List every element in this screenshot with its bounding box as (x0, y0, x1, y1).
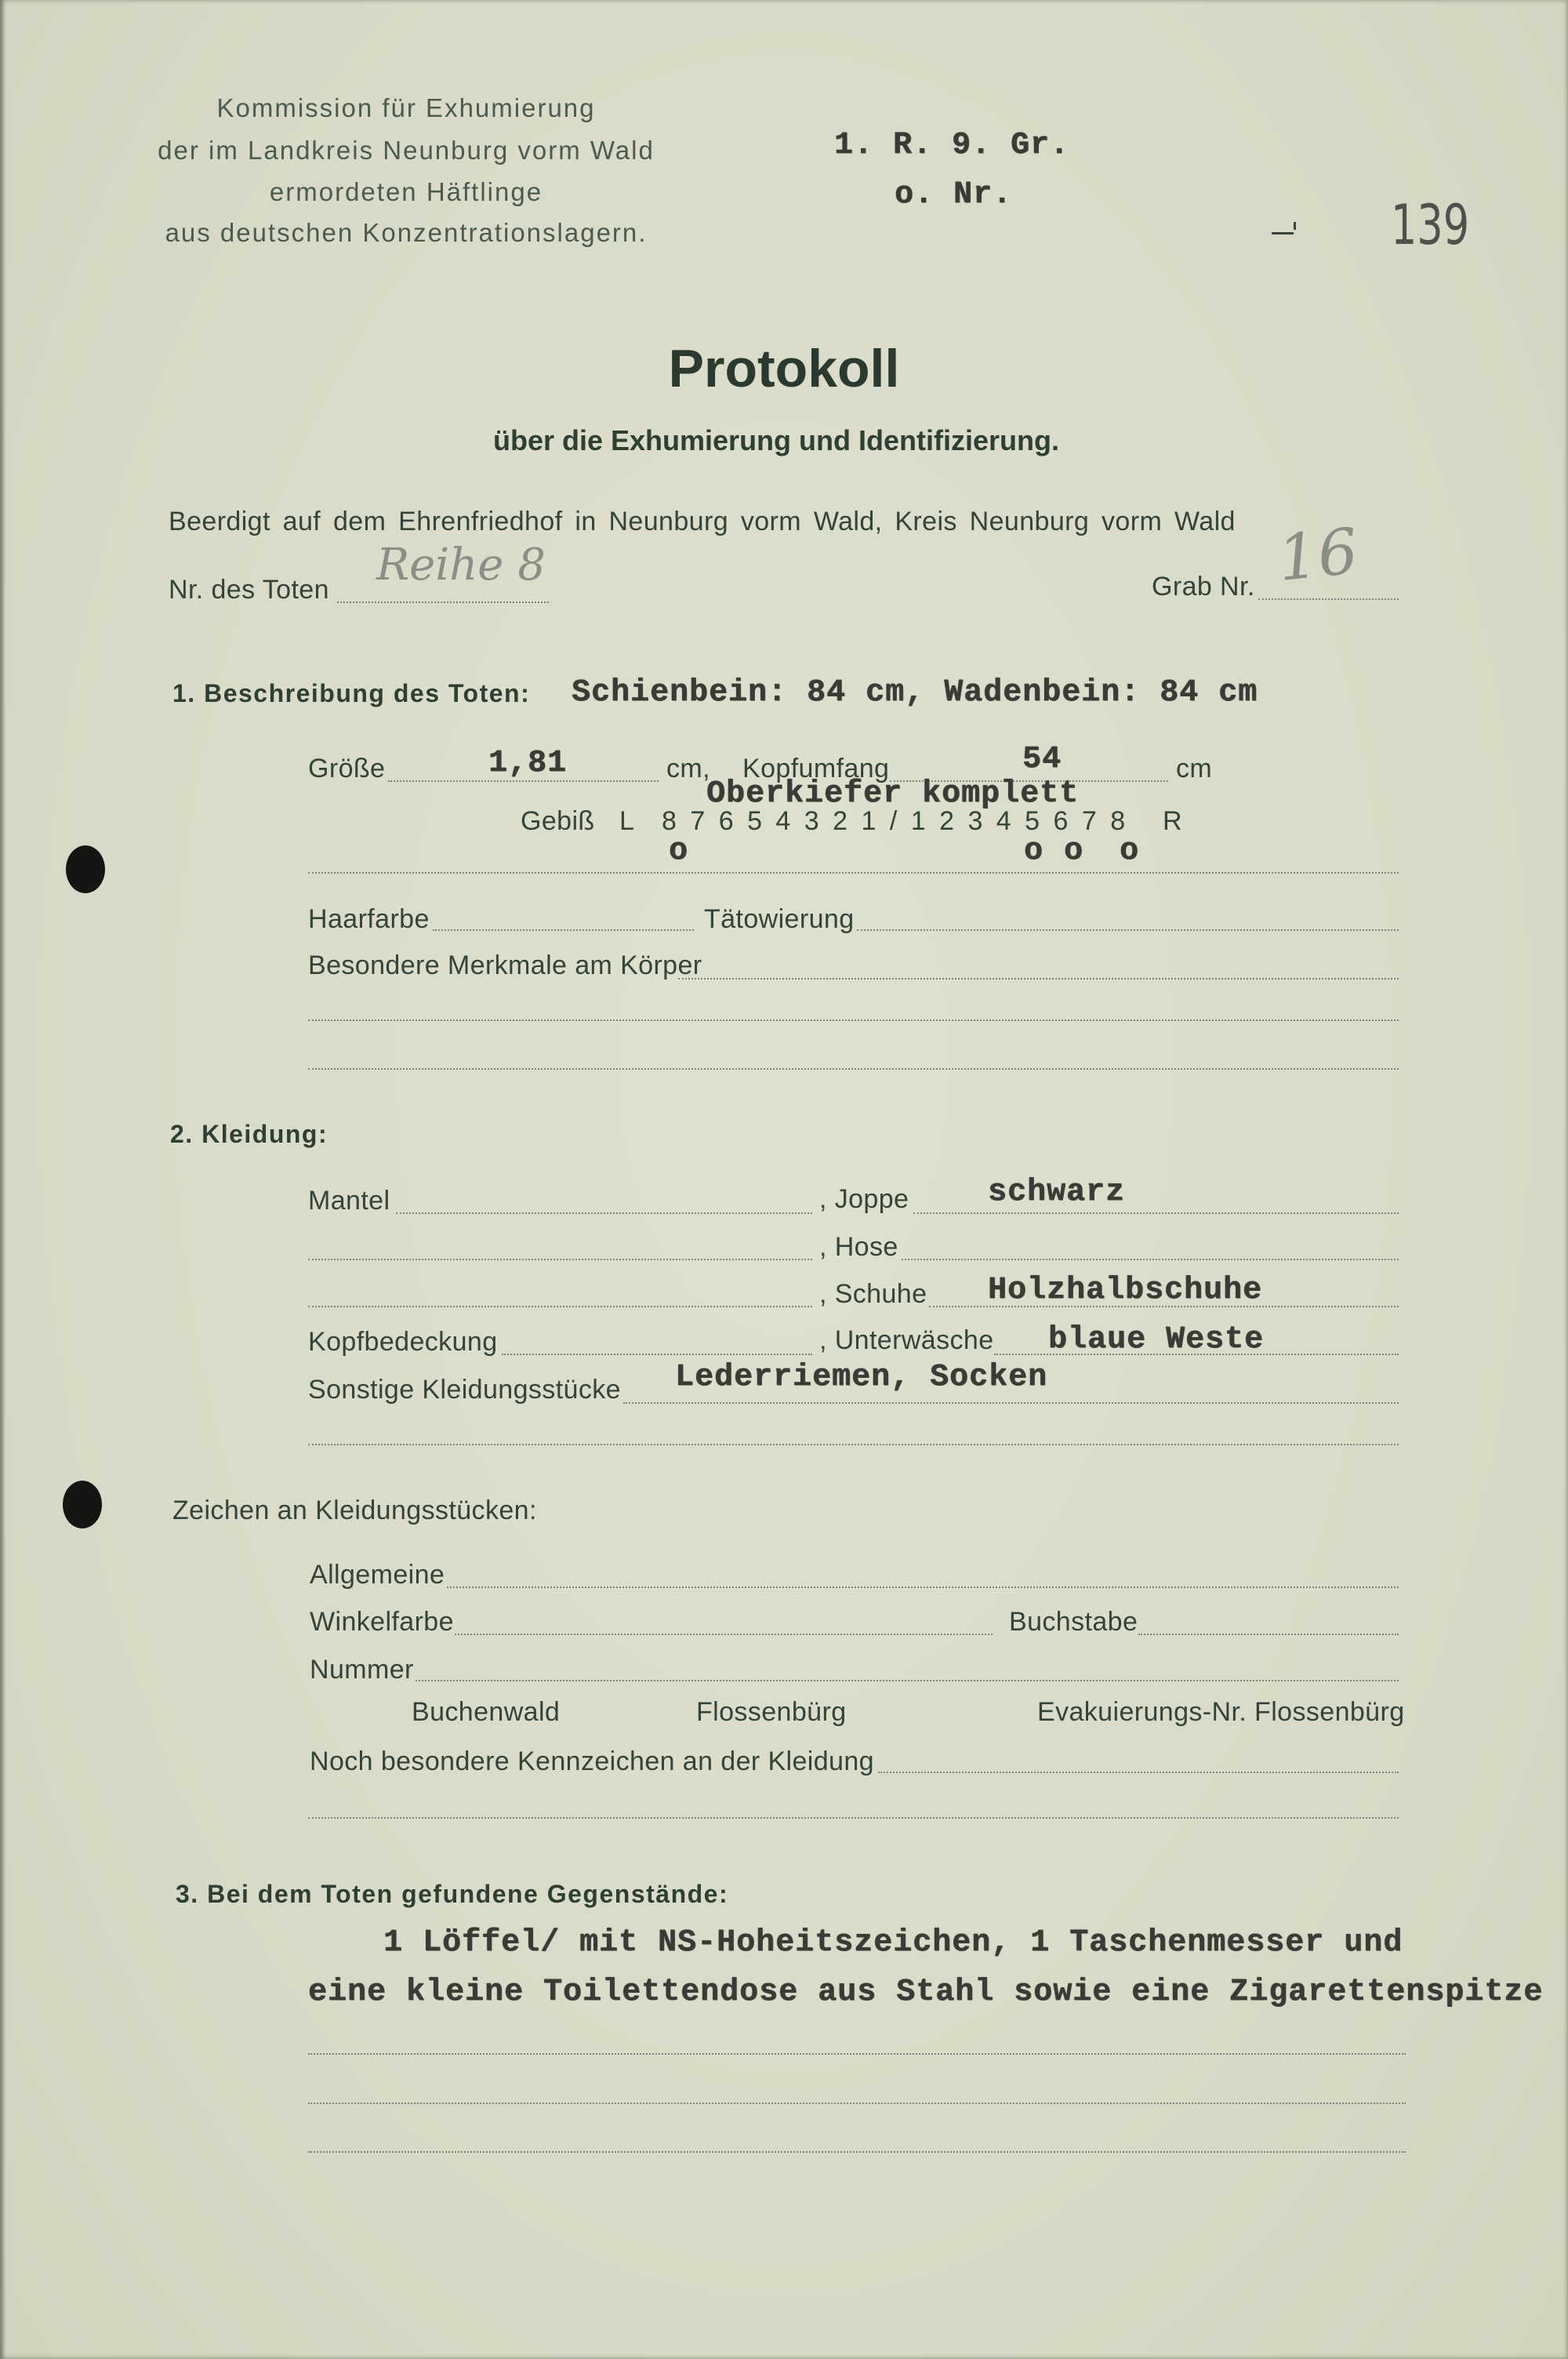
other-clothing-value-typed: Lederriemen, Socken (675, 1360, 1048, 1395)
other-clothing-label: Sonstige Kleidungsstücke (308, 1375, 621, 1405)
general-markings-label: Allgemeine (310, 1560, 445, 1590)
dead-number-handwritten: Reihe 8 (376, 540, 546, 591)
head-circumference-unit: cm (1176, 754, 1213, 783)
dead-number-label: Nr. des Toten (169, 575, 329, 605)
dotted-line (337, 602, 549, 603)
dotted-line (308, 872, 1399, 874)
bone-measurements-typed: Schienbein: 84 cm, Wadenbein: 84 cm (572, 675, 1258, 711)
head-circumference-value-typed: 54 (1022, 742, 1062, 777)
reference-typed-2: o. Nr. (895, 177, 1013, 213)
teeth-label: Gebiß (521, 806, 595, 836)
dotted-line (308, 1306, 812, 1307)
section-description-heading: 1. Beschreibung des Toten: (172, 679, 531, 707)
shoes-label: , Schuhe (819, 1279, 927, 1309)
teeth-note-typed: Oberkiefer komplett (706, 776, 1080, 812)
other-marks-label: Noch besondere Kennzeichen an der Kleidung (310, 1747, 874, 1776)
tooth-mark: o (1120, 834, 1140, 869)
dotted-line (308, 1259, 812, 1260)
letter-label: Buchstabe (1009, 1607, 1138, 1637)
clothing-markings-heading: Zeichen an Kleidungsstücken: (172, 1496, 537, 1525)
jacket-label: , Joppe (819, 1184, 909, 1214)
items-line-1-typed: 1 Löffel/ mit NS-Hoheitszeichen, 1 Taschenmesser und (383, 1925, 1403, 1961)
dotted-line (308, 1020, 1399, 1021)
commission-line-3: ermordeten Häftlinge (269, 177, 543, 206)
dotted-line (878, 1772, 1399, 1773)
tooth-mark: o (669, 834, 689, 869)
height-value-typed: 1,81 (488, 746, 568, 781)
dotted-line (502, 1354, 812, 1355)
underwear-label: , Unterwäsche (819, 1325, 994, 1355)
reference-typed-1: 1. R. 9. Gr. (834, 128, 1070, 163)
burial-place-text: Beerdigt auf dem Ehrenfriedhof in Neunburg vorm Wald, Kreis Neunburg vorm Wald (169, 507, 1236, 536)
punch-hole-lower (63, 1481, 102, 1528)
dotted-line (455, 1634, 993, 1635)
dotted-line (308, 2151, 1406, 2153)
body-features-label: Besondere Merkmale am Körper (308, 951, 702, 980)
section-items-heading: 3. Bei dem Toten gefundene Gegenstände: (176, 1880, 729, 1908)
trousers-label: , Hose (819, 1232, 898, 1262)
camp-column-evacuation-number: Evakuierungs-Nr. Flossenbürg (1037, 1697, 1405, 1727)
dotted-line (308, 2053, 1406, 2055)
teeth-left-marker: L (619, 806, 635, 836)
dotted-line (433, 929, 694, 931)
underwear-value-typed: blaue Weste (1048, 1322, 1265, 1358)
handwritten-page-number: 139 (1391, 193, 1470, 257)
height-unit: cm, (666, 754, 710, 783)
teeth-number-chart: 8 7 6 5 4 3 2 1 / 1 2 3 4 5 6 7 8 (662, 806, 1129, 836)
dotted-line (913, 1212, 1399, 1214)
tattoo-label: Tätowierung (704, 904, 855, 934)
dotted-line (678, 978, 1399, 980)
camp-column-buchenwald: Buchenwald (412, 1697, 561, 1727)
coat-label: Mantel (308, 1186, 390, 1216)
pencil-tick-mark (1294, 222, 1296, 230)
pencil-dash-mark (1272, 232, 1294, 234)
tooth-mark: o (1024, 834, 1044, 869)
dotted-line (308, 2103, 1406, 2104)
head-circumference-label: Kopfumfang (742, 754, 890, 783)
punch-hole-upper (66, 845, 105, 893)
items-line-2-typed: eine kleine Toilettendose aus Stahl sowie eine Zigarettenspitze (308, 1975, 1544, 2010)
dotted-line (396, 1212, 812, 1214)
camp-column-flossenbuerg: Flossenbürg (696, 1697, 847, 1727)
dotted-line (1138, 1634, 1399, 1635)
dotted-line (308, 1444, 1399, 1445)
dotted-line (857, 929, 1399, 931)
dotted-line (447, 1587, 1399, 1588)
hair-color-label: Haarfarbe (308, 904, 430, 934)
dotted-line (902, 1259, 1399, 1260)
commission-line-1: Kommission für Exhumierung (216, 93, 596, 122)
commission-line-2: der im Landkreis Neunburg vorm Wald (158, 136, 655, 165)
dotted-line (1258, 598, 1399, 600)
number-label: Nummer (310, 1655, 414, 1685)
dotted-line (623, 1402, 1399, 1404)
grave-number-label: Grab Nr. (1152, 572, 1255, 602)
grave-number-handwritten: 16 (1274, 514, 1362, 596)
shoes-value-typed: Holzhalbschuhe (988, 1273, 1263, 1308)
dotted-line (416, 1680, 1399, 1681)
section-clothing-heading: 2. Kleidung: (170, 1120, 328, 1148)
dotted-line (308, 1068, 1399, 1070)
page-subtitle: über die Exhumierung und Identifizierung. (492, 424, 1060, 456)
height-label: Größe (308, 754, 386, 783)
jacket-value-typed: schwarz (988, 1175, 1126, 1210)
teeth-right-marker: R (1163, 806, 1182, 836)
tooth-mark: o (1064, 834, 1084, 869)
page-title: Protokoll (668, 339, 900, 398)
commission-line-4: aus deutschen Konzentrationslagern. (165, 218, 648, 247)
triangle-color-label: Winkelfarbe (310, 1607, 454, 1637)
headwear-label: Kopfbedeckung (308, 1327, 498, 1357)
dotted-line (308, 1817, 1399, 1819)
